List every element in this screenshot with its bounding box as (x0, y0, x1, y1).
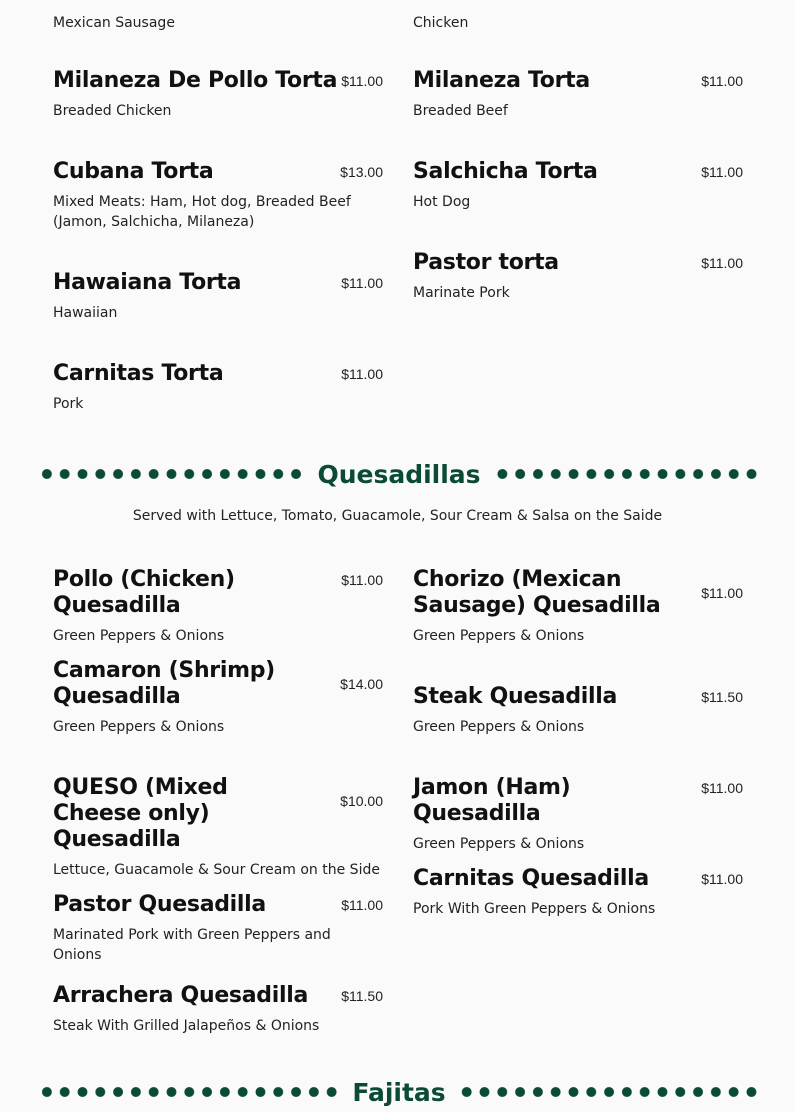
menu-item-arrachera-quesadilla (53, 983, 383, 1036)
item-description: Green Peppers & Onions (413, 836, 585, 852)
menu-item-hawaiana-torta (53, 270, 383, 323)
menu-item-milaneza-torta (413, 68, 743, 121)
item-description: Green Peppers & Onions (53, 719, 225, 735)
item-price: $13.00 (340, 164, 383, 180)
item-price: $11.00 (341, 366, 383, 382)
item-description: Hot Dog (413, 194, 471, 210)
menu-item-carnitas-quesadilla (413, 866, 743, 919)
item-price: $14.00 (340, 676, 383, 692)
menu-item-chorizo-quesadilla (413, 567, 743, 646)
item-price: $11.00 (701, 164, 743, 180)
item-price: $10.00 (340, 793, 383, 809)
item-price: $11.50 (341, 988, 383, 1004)
item-price: $11.00 (701, 255, 743, 271)
item-price: $11.00 (701, 871, 743, 887)
section-title: Quesadillas (317, 459, 481, 489)
item-name: Salchicha Torta (413, 159, 598, 184)
menu-item-partial-right (413, 6, 743, 33)
item-name: Pastor torta (413, 250, 559, 275)
item-name: Hawaiana Torta (53, 270, 242, 295)
menu-item-partial-left (53, 6, 383, 33)
section-divider-quesadillas (38, 454, 760, 494)
menu-item-pastor-quesadilla (53, 892, 383, 965)
item-name: Carnitas Quesadilla (413, 866, 649, 891)
item-name: Arrachera Quesadilla (53, 983, 308, 1008)
item-price: $11.00 (341, 73, 383, 89)
item-description: Pork With Green Peppers & Onions (413, 901, 656, 917)
item-description: Mixed Meats: Ham, Hot dog, Breaded Beef (Jamon, Salchicha, Milaneza) (53, 194, 351, 230)
item-description: Hawaiian (53, 305, 118, 321)
item-description: Green Peppers & Onions (413, 719, 585, 735)
item-name: QUESO (Mixed Cheese only) Quesadilla (53, 775, 228, 852)
item-description: Pork (53, 396, 84, 412)
menu-item-queso-quesadilla (53, 775, 383, 880)
item-price: $11.00 (701, 585, 743, 601)
item-price: $11.00 (341, 275, 383, 291)
item-name: Steak Quesadilla (413, 684, 618, 709)
item-description: Breaded Beef (413, 103, 508, 119)
item-name: Camaron (Shrimp) Quesadilla (53, 658, 275, 709)
item-name: Jamon (Ham) Quesadilla (413, 775, 571, 826)
item-name: Carnitas Torta (53, 361, 224, 386)
section-note: Served with Lettuce, Tomato, Guacamole, Sour Cream & Salsa on the Saide (132, 508, 663, 524)
menu-item-pollo-quesadilla (53, 567, 383, 646)
item-name: Milaneza De Pollo Torta (53, 68, 338, 93)
item-price: $11.00 (341, 897, 383, 913)
section-divider-fajitas (38, 1072, 760, 1112)
item-price: $11.00 (341, 572, 383, 588)
item-price: $11.00 (701, 780, 743, 796)
dotted-rule-left (38, 469, 303, 479)
section-title: Fajitas (352, 1077, 446, 1107)
item-name: Pollo (Chicken) Quesadilla (53, 567, 235, 618)
item-description: Chicken (413, 15, 469, 31)
item-description: Mexican Sausage (53, 15, 175, 31)
item-name: Chorizo (Mexican Sausage) Quesadilla (413, 567, 661, 618)
item-name: Milaneza Torta (413, 68, 590, 93)
menu-item-pastor-torta (413, 250, 743, 303)
item-name: Cubana Torta (53, 159, 214, 184)
item-description: Breaded Chicken (53, 103, 172, 119)
item-description: Green Peppers & Onions (53, 628, 225, 644)
item-price: $11.50 (701, 689, 743, 705)
item-description: Green Peppers & Onions (413, 628, 585, 644)
item-description: Steak With Grilled Jalapeños & Onions (53, 1018, 320, 1034)
menu-item-salchicha-torta (413, 159, 743, 212)
menu-item-steak-quesadilla (413, 684, 743, 737)
dotted-rule-right (495, 469, 760, 479)
item-name: Pastor Quesadilla (53, 892, 266, 917)
item-description: Marinated Pork with Green Peppers and Onions (53, 927, 331, 963)
menu-item-cubana-torta (53, 159, 383, 232)
menu-item-milaneza-de-pollo-torta (53, 68, 383, 121)
item-price: $11.00 (701, 73, 743, 89)
menu-item-camaron-quesadilla (53, 658, 383, 737)
menu-item-jamon-quesadilla (413, 775, 743, 854)
item-description: Marinate Pork (413, 285, 510, 301)
item-description: Lettuce, Guacamole & Sour Cream on the Side (53, 862, 380, 878)
menu-item-carnitas-torta (53, 361, 383, 414)
